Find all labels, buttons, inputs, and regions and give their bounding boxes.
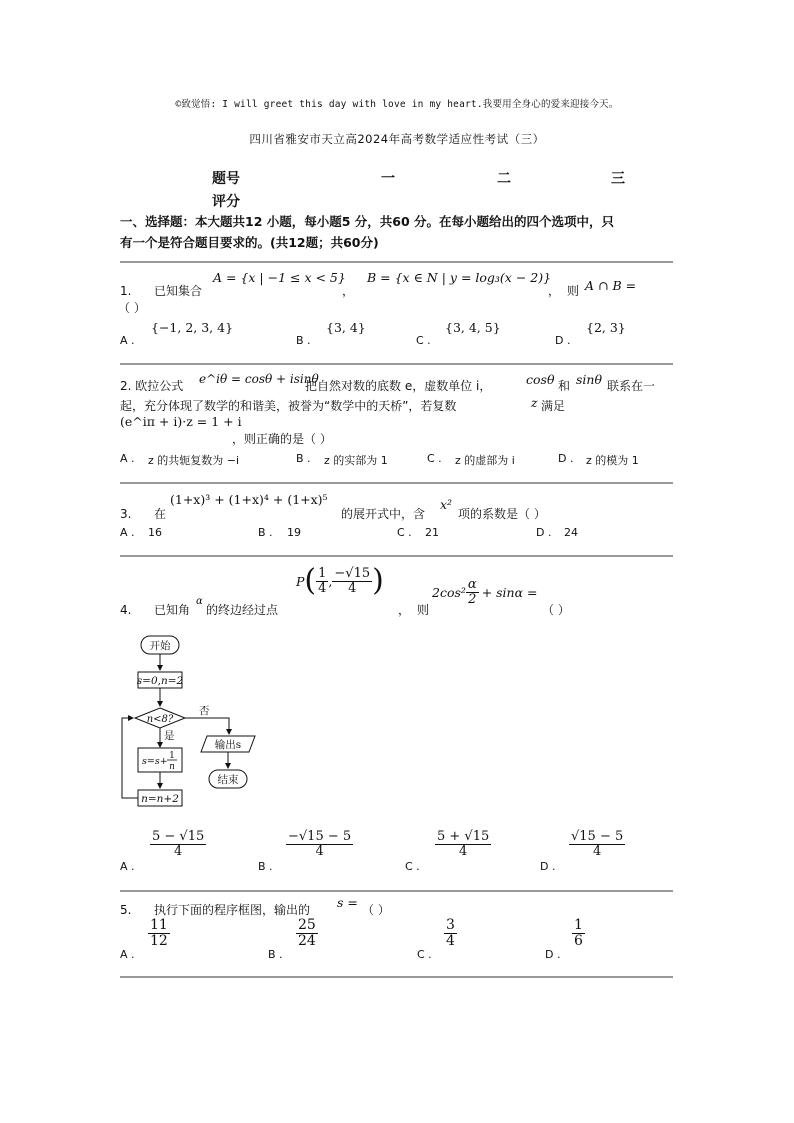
question-text: 执行下面的程序框图，输出的: [154, 903, 311, 917]
option-b-value: {3, 4}: [326, 320, 366, 335]
init-label: s=0,n=2: [136, 675, 184, 687]
update-denominator: n: [169, 762, 175, 772]
condition-label: n<8?: [146, 714, 174, 725]
denominator: 4: [458, 843, 468, 859]
question-text: 满足: [541, 399, 566, 413]
option-a-value: z 的共轭复数为 −i: [148, 454, 240, 467]
numerator: 25: [298, 917, 316, 933]
option-d-value: z 的模为 1: [586, 454, 639, 467]
option-c: C .: [427, 452, 442, 465]
intersection-expr: A ∩ B =: [585, 278, 637, 293]
question-text: 则: [567, 284, 580, 298]
punctuation: ，: [548, 284, 561, 298]
option-a-value: 16: [148, 526, 162, 539]
option-a-label: A .: [120, 948, 135, 961]
sin-term: sinθ: [576, 372, 602, 387]
score-table-label-number: 题号: [212, 171, 240, 187]
section-heading-line2: 有一个是符合题目要求的。(共12题；共60分): [120, 235, 379, 250]
variable-z: z: [531, 395, 538, 410]
question-text: 在: [154, 507, 167, 521]
option-d-label: D .: [545, 948, 561, 961]
variable-s: s =: [337, 895, 358, 910]
yes-label: 是: [164, 730, 175, 742]
denominator: 4: [318, 580, 327, 596]
option-b: B .: [258, 526, 273, 539]
option-b-value: [286, 830, 353, 858]
alpha-symbol: α: [196, 596, 203, 607]
option-a-value: {−1, 2, 3, 4}: [151, 320, 234, 335]
option-b-label: B .: [268, 948, 283, 961]
denominator: 4: [315, 843, 324, 859]
option-a-label: A .: [120, 334, 135, 347]
update-label: s=s+: [142, 756, 168, 767]
option-d-label: D .: [555, 334, 571, 347]
option-b-value: z 的实部为 1: [324, 454, 388, 467]
numerator: 3: [446, 917, 455, 933]
question-text: 把自然对数的底数 e，虚数单位 i，: [305, 379, 492, 393]
option-d: D .: [558, 452, 574, 465]
fraction: [466, 578, 479, 606]
numerator: 5 + √15: [437, 829, 490, 844]
no-label: 否: [199, 705, 210, 717]
page-title: 四川省雅安市天立高2024年高考数学适应性考试（三）: [249, 132, 545, 146]
numerator: 5 − √15: [152, 829, 205, 844]
end-label: 结束: [217, 774, 239, 786]
equation: (e^iπ + i)·z = 1 + i: [120, 414, 242, 429]
option-a: A .: [120, 526, 135, 539]
set-b: B = {x ∈ N | y = log₃(x − 2)}: [367, 270, 552, 285]
increment-label: n=n+2: [141, 793, 179, 805]
option-c-value: 21: [425, 526, 439, 539]
flowchart: [112, 632, 262, 812]
output-label: 输出s: [214, 739, 242, 751]
question-number: 3.: [120, 507, 132, 521]
divider: [120, 555, 673, 557]
trig-expression: [432, 578, 538, 606]
denominator: 24: [298, 932, 316, 949]
option-c-value: z 的虚部为 i: [455, 454, 515, 467]
numerator: 1: [318, 565, 327, 581]
option-d-value: {2, 3}: [586, 320, 626, 335]
motto: ©致觉悟: I will greet this day with love in my heart.我要用全身心的爱来迎接今天。: [175, 99, 619, 110]
score-table-col-2: 二: [497, 171, 511, 187]
option-a-value: [150, 830, 206, 858]
denominator: 4: [592, 843, 602, 859]
option-b-value: [296, 918, 318, 948]
numerator: √15 − 5: [571, 829, 624, 844]
expr-part: + sinα =: [481, 584, 538, 600]
section-heading-line1: 一、选择题：本大题共12 小题，每小题5 分，共60 分。在每小题给出的四个选项中，只: [120, 214, 615, 229]
set-a: A = {x | −1 ≤ x < 5}: [213, 270, 346, 285]
option-c-label: C .: [416, 334, 431, 347]
cos-term: cosθ: [526, 372, 555, 387]
euler-formula: e^iθ = cosθ + isinθ: [199, 372, 319, 386]
option-c: C .: [397, 526, 412, 539]
numerator: 11: [150, 917, 168, 933]
exit-branch: [185, 718, 229, 734]
answer-paren: （ ）: [118, 301, 146, 315]
question-text: 联系在一: [607, 379, 656, 393]
option-d-label: D .: [540, 860, 556, 873]
option-c-value: {3, 4, 5}: [445, 320, 501, 335]
option-d-value: [569, 830, 625, 858]
question-text: 项的系数是（ ）: [458, 507, 546, 521]
divider: [120, 976, 673, 978]
option-b: B .: [296, 452, 311, 465]
expansion-expr: (1+x)³ + (1+x)⁴ + (1+x)⁵: [170, 492, 328, 507]
question-text: 已知角: [154, 603, 191, 617]
fraction: [332, 567, 372, 595]
numerator: 1: [574, 917, 583, 933]
denominator: 4: [446, 932, 455, 949]
numerator: −√15 − 5: [288, 829, 352, 844]
answer-paren: （ ）: [362, 903, 390, 917]
point-p: P ( $\frac{1}{4}$ , $\frac{-√15}{4}$ ): [296, 563, 384, 598]
start-label: 开始: [149, 640, 171, 652]
update-numerator: 1: [169, 751, 175, 761]
answer-paren: （ ）: [542, 603, 570, 617]
denominator: 4: [173, 843, 183, 859]
score-table-col-1: 一: [381, 171, 395, 187]
option-d-value: [572, 918, 585, 948]
option-b-label: B .: [296, 334, 311, 347]
question-text: 的展开式中，含: [341, 507, 426, 521]
denominator: 2: [468, 591, 477, 607]
option-a: A .: [120, 452, 135, 465]
numerator: α: [467, 577, 477, 592]
x-squared: x²: [440, 497, 453, 512]
question-text: 的终边经过点: [206, 603, 279, 617]
numerator: −√15: [334, 565, 371, 581]
option-c-label: C .: [405, 860, 420, 873]
question-text: 起，充分体现了数学的和谐美，被誉为“数学中的天桥”，若复数: [120, 399, 457, 413]
punctuation: ，: [398, 603, 411, 617]
divider: [120, 261, 673, 263]
question-number: 4.: [120, 603, 132, 617]
option-b-value: 19: [287, 526, 301, 539]
punctuation: ，: [342, 284, 355, 298]
question-number: 5.: [120, 903, 132, 917]
option-c-label: C .: [417, 948, 432, 961]
option-d: D .: [536, 526, 552, 539]
question-text: ，则正确的是（ ）: [232, 432, 332, 446]
expr-part: 2cos²: [432, 584, 466, 600]
score-table-col-3: 三: [611, 171, 625, 187]
divider: [120, 890, 673, 892]
point-label: P: [296, 573, 305, 589]
score-table-label-score: 评分: [212, 194, 240, 210]
option-a-label: A .: [120, 860, 135, 873]
question-text: 2. 欧拉公式: [120, 379, 184, 393]
divider: [120, 482, 673, 484]
option-b-label: B .: [258, 860, 273, 873]
divider: [120, 363, 673, 365]
loop-back: [122, 718, 138, 798]
question-text: 已知集合: [154, 284, 203, 298]
denominator: 12: [150, 932, 168, 949]
denominator: 4: [348, 580, 357, 596]
option-a-value: [148, 918, 170, 948]
option-c-value: [444, 918, 457, 948]
denominator: 6: [574, 932, 583, 949]
question-number: 1.: [120, 284, 132, 298]
question-text: 则: [417, 603, 430, 617]
question-text: 和: [558, 379, 571, 393]
option-c-value: [435, 830, 491, 858]
option-d-value: 24: [564, 526, 578, 539]
fraction: [316, 567, 328, 595]
